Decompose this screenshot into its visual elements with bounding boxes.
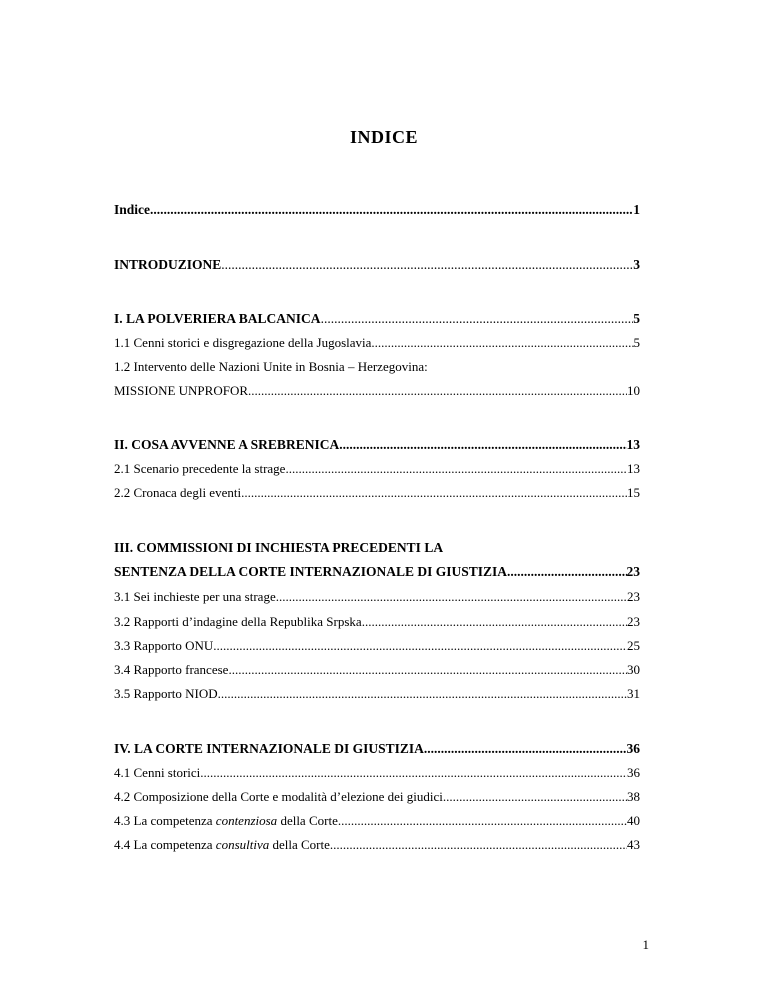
toc-entry-3-4[interactable]: 3.4 Rapporto francese ..... 30 [114, 662, 640, 678]
toc-entry-2-1[interactable]: 2.1 Scenario precedente la strage ..... 13 [114, 461, 640, 477]
toc-entry-chapter-3-line1: III. COMMISSIONI DI INCHIESTA PRECEDENTI LA [114, 540, 444, 555]
toc-entry-chapter-1[interactable]: I. LA POLVERIERA BALCANICA ..... 5 [114, 311, 640, 327]
toc-entry-1-2-line1: 1.2 Intervento delle Nazioni Unite in Bosnia – Herzegovina: [114, 359, 428, 374]
toc-entry-1-2[interactable]: MISSIONE UNPROFOR ..... 10 [114, 383, 640, 399]
toc-entry-3-5[interactable]: 3.5 Rapporto NIOD ..... 31 [114, 686, 640, 702]
toc-entry-chapter-3[interactable]: SENTENZA DELLA CORTE INTERNAZIONALE DI GIUSTIZIA ..... 23 [114, 564, 640, 580]
index-title: INDICE [349, 127, 418, 147]
toc-entry-introduzione[interactable]: INTRODUZIONE ..... 3 [114, 257, 640, 273]
toc-entry-3-2[interactable]: 3.2 Rapporti d’indagine della Republika Srpska ..... 23 [114, 614, 640, 630]
toc-entry-4-2[interactable]: 4.2 Composizione della Corte e modalità d’elezione dei giudici ..... 38 [114, 789, 640, 805]
toc-entry-1-1[interactable]: 1.1 Cenni storici e disgregazione della Jugoslavia ..... 5 [114, 335, 640, 351]
toc-entry-indice[interactable]: Indice ..... 1 [114, 202, 640, 218]
page-number: 1 [642, 937, 649, 952]
toc-entry-4-4[interactable]: 4.4 La competenza consultiva della Corte ..... 43 [114, 837, 640, 853]
toc-entry-3-1[interactable]: 3.1 Sei inchieste per una strage ..... 23 [114, 589, 640, 605]
toc-entry-4-3[interactable]: 4.3 La competenza contenziosa della Corte ..... 40 [114, 813, 640, 829]
toc-entry-chapter-4[interactable]: IV. LA CORTE INTERNAZIONALE DI GIUSTIZIA ..... 36 [114, 741, 640, 757]
toc-entry-chapter-2[interactable]: II. COSA AVVENNE A SREBRENICA ..... 13 [114, 437, 640, 453]
toc-entry-4-1[interactable]: 4.1 Cenni storici ..... 36 [114, 765, 640, 781]
toc-entry-2-2[interactable]: 2.2 Cronaca degli eventi ..... 15 [114, 485, 640, 501]
toc-entry-3-3[interactable]: 3.3 Rapporto ONU ..... 25 [114, 638, 640, 654]
